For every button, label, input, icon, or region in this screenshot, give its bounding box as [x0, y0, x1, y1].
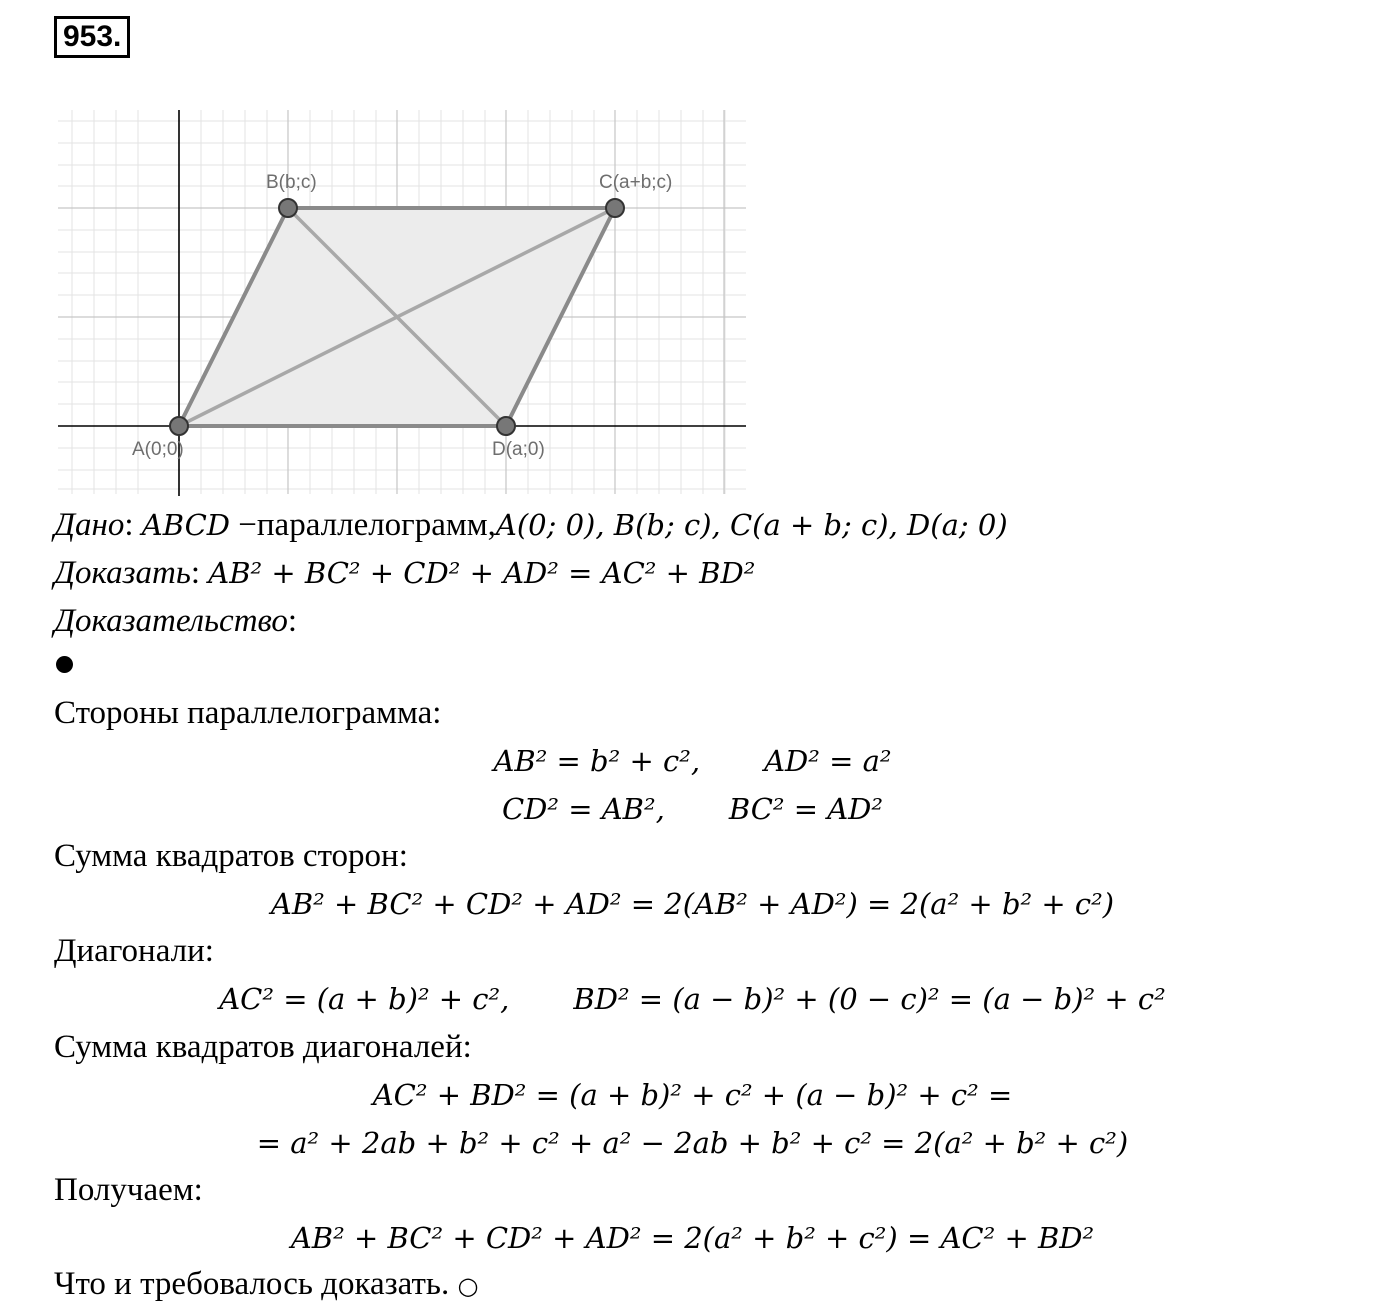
point-c [606, 199, 624, 217]
given-points: A(0; 0), B(b; c), C(a + b; c), D(a; 0) [495, 508, 1008, 542]
problem-number: 953. [54, 16, 130, 58]
conclusion-text: Что и требовалось доказать. [54, 1266, 450, 1302]
given-figure: ABCD [141, 508, 231, 542]
proof-sep: : [287, 603, 298, 639]
sum-sides-eq: AB² + BC² + CD² + AD² = 2(AB² + AD²) = 2(a² + b² + c²) [270, 887, 1115, 921]
given-dash-text: −параллелограмм, [238, 507, 496, 543]
proof-line [54, 601, 297, 641]
parallelogram-diagram [54, 104, 754, 499]
label-c: C(a+b;c) [599, 172, 673, 193]
sides-eq-row-1 [0, 741, 1385, 781]
sum-diagonals-eq-1: AC² + BD² = (a + b)² + c² + (a − b)² + c² = [372, 1078, 1013, 1112]
given-label: Дано [54, 507, 125, 543]
label-b: B(b;c) [266, 172, 317, 193]
proof-label: Доказательство [54, 603, 288, 639]
prove-formula: AB² + BC² + CD² + AD² = AC² + BD² [208, 556, 756, 590]
given-line [54, 505, 1008, 545]
sides-eq-2b: BC² = AD² [728, 792, 884, 826]
conclusion-line [54, 1264, 478, 1306]
bullet-marker [56, 656, 73, 673]
prove-sep: : [190, 555, 201, 591]
prove-label: Доказать [54, 555, 191, 591]
point-a [170, 417, 188, 435]
point-d [497, 417, 515, 435]
sides-eq-2a: CD² = AB², [501, 792, 665, 826]
diagonals-eq-a: AC² = (a + b)² + c², [219, 982, 510, 1016]
sides-heading: Стороны параллелограмма: [54, 695, 442, 731]
sides-eq-row-2 [0, 789, 1385, 829]
label-d: D(a;0) [492, 439, 545, 460]
sum-diagonals-eq-2: = a² + 2ab + b² + c² + a² − 2ab + b² + c² = 2(a² + b² + c²) [256, 1126, 1129, 1160]
result-heading: Получаем: [54, 1172, 203, 1208]
point-b [279, 199, 297, 217]
result-eq: AB² + BC² + CD² + AD² = 2(a² + b² + c²) = AC² + BD² [290, 1221, 1095, 1255]
diagonals-eq-row [0, 979, 1385, 1019]
diagonals-eq-b: BD² = (a − b)² + (0 − c)² = (a − b)² + c² [573, 982, 1166, 1016]
sum-sides-heading: Сумма квадратов сторон: [54, 838, 408, 874]
given-sep: : [124, 507, 134, 543]
prove-line [54, 553, 755, 593]
label-a: A(0;0) [132, 439, 184, 460]
sides-eq-1b: AD² = a² [764, 744, 892, 778]
diagonals-heading: Диагонали: [54, 933, 214, 969]
sum-diagonals-heading: Сумма квадратов диагоналей: [54, 1029, 472, 1065]
qed-mark: ○ [457, 1272, 479, 1300]
sides-eq-1a: AB² = b² + c², [493, 744, 701, 778]
